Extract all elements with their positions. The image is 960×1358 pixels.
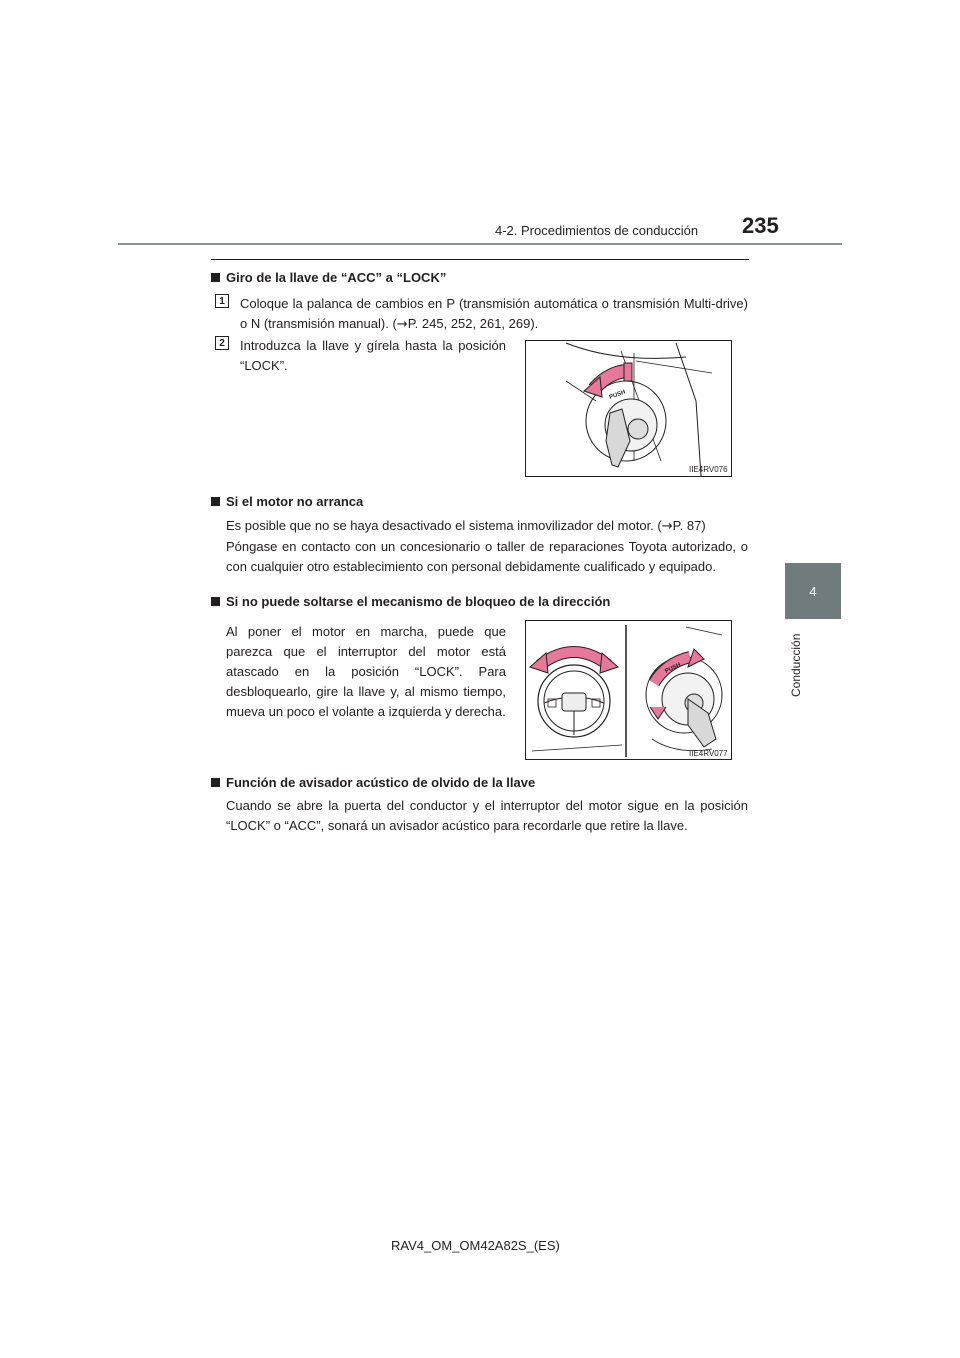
ignition-illustration	[526, 341, 731, 476]
section-title: 4-2. Procedimientos de conducción	[495, 223, 699, 238]
heading-steering-lock: Si no puede soltarse el mecanismo de bloqueo de la dirección	[211, 594, 610, 609]
step-2-badge: 2	[215, 336, 229, 350]
page-number: 235	[742, 213, 779, 238]
square-bullet-icon	[211, 778, 220, 787]
arrow-icon: →	[396, 317, 408, 332]
document-code: RAV4_OM_OM42A82S_(ES)	[391, 1238, 560, 1253]
rotate-arrow-icon	[650, 707, 666, 719]
engine-not-starting-text: Es posible que no se haya desactivado el sistema inmovilizador del motor. (→P. 87) Póngase en contacto con un concesionario o taller de reparaciones Toyota autorizado, o con cualquier otro establecimiento con personal debidamente cualificado y equipado.	[226, 518, 748, 574]
step-1-badge: 1	[215, 294, 229, 308]
chapter-tab	[785, 563, 841, 619]
chapter-number: 4	[809, 583, 817, 599]
figure-ignition-key-lock	[525, 340, 732, 477]
steering-lock-text: Al poner el motor en marcha, puede que parezca que el interruptor del motor está atascado en la posición “LOCK”. Para desbloquearlo, gire la llave y, al mismo tiempo, mueva un poco el volante a izquierda y derecha.	[226, 624, 506, 719]
step-1-text: Coloque la palanca de cambios en P (transmisión automática o transmisión Multi-drive) o N (transmisión manual). (→P. 245, 252, 261, 269).	[240, 296, 748, 332]
heading-acc-to-lock: Giro de la llave de “ACC” a “LOCK”	[211, 270, 446, 285]
heading-key-reminder-buzzer: Función de avisador acústico de olvido de la llave	[211, 775, 535, 790]
chapter-label-text: Conducción	[789, 633, 803, 697]
content-top-rule	[211, 259, 749, 260]
figure-code: IIE4RV077	[689, 749, 728, 758]
header-rule	[118, 243, 842, 245]
step-2-text: Introduzca la llave y gírela hasta la posición “LOCK”.	[240, 338, 506, 373]
square-bullet-icon	[211, 273, 220, 282]
figure-steering-lock-release	[525, 620, 732, 760]
push-label: PUSH	[664, 662, 682, 675]
key-reminder-text: Cuando se abre la puerta del conductor y el interruptor del motor sigue en la posición “LOCK” o “ACC”, sonará un avisador acústico para recordarle que retire la llave.	[226, 798, 748, 833]
arrow-icon: →	[661, 519, 673, 534]
figure-code: IIE4RV076	[689, 465, 728, 474]
heading-engine-not-starting: Si el motor no arranca	[211, 494, 363, 509]
steering-illustration	[526, 621, 731, 759]
square-bullet-icon	[211, 497, 220, 506]
square-bullet-icon	[211, 597, 220, 606]
chapter-label	[787, 625, 801, 705]
push-label: PUSH	[608, 389, 627, 401]
